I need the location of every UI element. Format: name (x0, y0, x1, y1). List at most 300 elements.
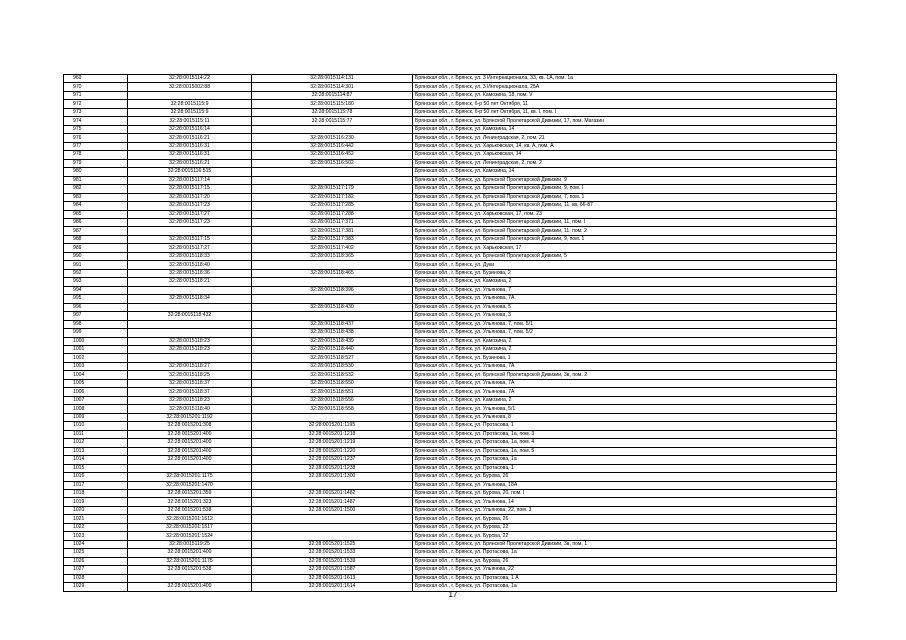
address-cell: Брянская обл., г. Брянск, ул. Харьковская, 14, кв. А, пом. А (413, 142, 837, 150)
cadastral-number-cell: 32:28:0015117:27 (128, 244, 252, 252)
cadastral-number-cell: 32:28:0015117:23 (128, 202, 252, 210)
object-number-cell: 32:28:0015116:502 (252, 159, 413, 167)
object-number-cell: 32:28:0015201:1533 (252, 549, 413, 557)
row-number-cell: 1029 (64, 583, 128, 591)
row-number-cell: 982 (64, 185, 128, 193)
object-number-cell: 32:28:0015201:1220 (252, 447, 413, 455)
cadastral-number-cell (128, 354, 252, 362)
table-body (64, 75, 837, 592)
address-cell: Брянская обл., г. Брянск, ул. Камозина, 2 (413, 337, 837, 345)
table-row (64, 481, 837, 489)
object-number-cell: 32:28:0015114:301 (252, 83, 413, 91)
row-number-cell: 996 (64, 303, 128, 311)
object-number-cell (252, 532, 413, 540)
address-cell: Брянская обл., г. Брянск, ул. Протасова, 1а, пом. 5 (413, 447, 837, 455)
table-row (64, 413, 837, 421)
table-row (64, 346, 837, 354)
row-number-cell: 985 (64, 210, 128, 218)
object-number-cell (252, 515, 413, 523)
cadastral-number-cell: 32:28:0015118:27 (128, 362, 252, 370)
object-number-cell (252, 168, 413, 176)
cadastral-number-cell: 32:28:0015115:9 (128, 108, 252, 116)
row-number-cell: 1006 (64, 388, 128, 396)
row-number-cell: 992 (64, 269, 128, 277)
address-cell: Брянская обл., г. Брянск, ул. Бурова, 26 (413, 515, 837, 523)
address-cell: Брянская обл., г. Брянск, ул. Протасова, 1а (413, 583, 837, 591)
table-row (64, 388, 837, 396)
cadastral-number-cell: 32:28:0015117:15 (128, 235, 252, 243)
address-cell: Брянская обл., г. Брянск, ул. Ульянова, 18А (413, 481, 837, 489)
cadastral-number-cell: 32:28:0015201:323 (128, 498, 252, 506)
row-number-cell: 995 (64, 295, 128, 303)
table-row (64, 405, 837, 413)
cadastral-number-cell: 32:28:0015201:400 (128, 549, 252, 557)
cadastral-number-cell: 32:28:0015117:14 (128, 176, 252, 184)
table-row (64, 159, 837, 167)
object-number-cell: 32:28:0015201:1195 (252, 422, 413, 430)
table-row (64, 278, 837, 286)
address-cell: Брянская обл., г. Брянск, ул. Брянской Пролетарской Дивизии, 17, пом. Магазин (413, 117, 837, 125)
cadastral-number-cell (128, 320, 252, 328)
table-row (64, 100, 837, 108)
object-number-cell: 32:28:0015117:179 (252, 185, 413, 193)
address-cell: Брянская обл., г. Брянск, ул. Протасова, 1а, пом. 3 (413, 430, 837, 438)
row-number-cell: 1025 (64, 549, 128, 557)
cadastral-number-cell: 32:28:0015115:11 (128, 117, 252, 125)
cadastral-number-cell: 32:28:0015116:31 (128, 142, 252, 150)
table-row (64, 303, 837, 311)
row-number-cell: 1009 (64, 413, 128, 421)
object-number-cell: 32:28:0015114:87 (252, 91, 413, 99)
object-number-cell (252, 295, 413, 303)
object-number-cell: 32:28:0015118:438 (252, 329, 413, 337)
object-number-cell: 32:28:0015118:558 (252, 405, 413, 413)
address-cell: Брянская обл., г. Брянск, ул. Протасова, 1а (413, 456, 837, 464)
cadastral-number-cell: 32:28:0015201:400 (128, 439, 252, 447)
cadastral-number-cell: 32:28:0015118:33 (128, 252, 252, 260)
address-cell: Брянская обл., г. Брянск, ул. Бурова, 22 (413, 532, 837, 540)
table-row (64, 202, 837, 210)
row-number-cell: 977 (64, 142, 128, 150)
object-number-cell: 32:28:0015201:1218 (252, 430, 413, 438)
object-number-cell: 32:28:0015116:452 (252, 151, 413, 159)
row-number-cell: 978 (64, 151, 128, 159)
table-row (64, 117, 837, 125)
object-number-cell: 32:28:0015117:285 (252, 202, 413, 210)
address-cell: Брянская обл., г. Брянск, ул. Ульянова, 7 (413, 286, 837, 294)
object-number-cell: 32:28:0015201:1238 (252, 464, 413, 472)
address-cell: Брянская обл., г. Брянск, ул. Ульянова, 22, пом. 3 (413, 506, 837, 514)
address-cell: Брянская обл., г. Брянск, ул. Ульянова, 7А (413, 295, 837, 303)
address-cell: Брянская обл., г. Брянск, ул. Бузинова, 1 (413, 354, 837, 362)
row-number-cell: 1002 (64, 354, 128, 362)
cadastral-number-cell: 32:28:0015118:21 (128, 278, 252, 286)
table-row (64, 91, 837, 99)
object-number-cell: 32:28:0015201:1487 (252, 498, 413, 506)
row-number-cell: 1021 (64, 515, 128, 523)
cadastral-number-cell: 32:28:0015201:400 (128, 583, 252, 591)
row-number-cell: 990 (64, 252, 128, 260)
table-row (64, 498, 837, 506)
cadastral-number-cell: 32:28:0015117:27 (128, 210, 252, 218)
address-cell: Брянская обл., г. Брянск, ул. Бурова, 20, пом. I (413, 489, 837, 497)
object-number-cell: 32:28:0015118:530 (252, 362, 413, 370)
object-number-cell: 32:28:0015115:180 (252, 100, 413, 108)
table-row (64, 151, 837, 159)
address-cell: Брянская обл., г. Брянск, ул. Протасова, 1а (413, 549, 837, 557)
row-number-cell: 1003 (64, 362, 128, 370)
row-number-cell: 997 (64, 312, 128, 320)
object-number-cell: 32:28:0015118:430 (252, 303, 413, 311)
object-number-cell (252, 176, 413, 184)
table-row (64, 320, 837, 328)
object-number-cell (252, 413, 413, 421)
cadastral-number-cell: 32:28:0015201:359 (128, 489, 252, 497)
object-number-cell: 32:28:0015201:1539 (252, 557, 413, 565)
table-row (64, 329, 837, 337)
table-row (64, 557, 837, 565)
row-number-cell: 1000 (64, 337, 128, 345)
table-row (64, 244, 837, 252)
cadastral-number-cell: 32:28:0015201:1512 (128, 515, 252, 523)
address-cell: Брянская обл., г. Брянск, ул. Харьковская, 17, пом. 23 (413, 210, 837, 218)
cadastral-number-cell: 32:28:0015116:31 (128, 151, 252, 159)
address-cell: Брянская обл., г. Брянск, ул. Ульянова, 5/1 (413, 405, 837, 413)
table-row (64, 227, 837, 235)
object-number-cell (252, 278, 413, 286)
row-number-cell: 970 (64, 83, 128, 91)
cadastral-number-cell: 32:28:0015002:88 (128, 83, 252, 91)
cadastral-number-cell: 32:28:0015118:25 (128, 371, 252, 379)
row-number-cell: 1027 (64, 566, 128, 574)
row-number-cell: 980 (64, 168, 128, 176)
row-number-cell: 986 (64, 218, 128, 226)
table-row (64, 532, 837, 540)
object-number-cell: 32:28:0015117:402 (252, 244, 413, 252)
object-number-cell: 32:28:0015201:1613 (252, 574, 413, 582)
address-cell: Брянская обл., г. Брянск, ул. Брянской Пролетарской Дивизии, 9 (413, 176, 837, 184)
row-number-cell: 971 (64, 91, 128, 99)
table-row (64, 489, 837, 497)
row-number-cell: 972 (64, 100, 128, 108)
table-row (64, 456, 837, 464)
row-number-cell: 984 (64, 202, 128, 210)
object-number-cell: 32:28:0015114:131 (252, 75, 413, 83)
row-number-cell: 1018 (64, 489, 128, 497)
cadastral-number-cell: 32:28:0015118:23 (128, 337, 252, 345)
row-number-cell: 988 (64, 235, 128, 243)
table-row (64, 473, 837, 481)
cadastral-number-cell: 32:28:0015118:23 (128, 346, 252, 354)
object-number-cell: 32:28:0015201:1500 (252, 506, 413, 514)
row-number-cell: 974 (64, 117, 128, 125)
row-number-cell: 999 (64, 329, 128, 337)
object-number-cell: 32:28:0015118:437 (252, 320, 413, 328)
row-number-cell: 1016 (64, 473, 128, 481)
table-row (64, 295, 837, 303)
object-number-cell: 32:28:0015201:1219 (252, 439, 413, 447)
table-row (64, 354, 837, 362)
object-number-cell: 32:28:0015117:381 (252, 227, 413, 235)
cadastral-number-cell: 32:28:0015117:20 (128, 193, 252, 201)
table-row (64, 515, 837, 523)
table-row (64, 193, 837, 201)
object-number-cell: 32:28:0015118:439 (252, 337, 413, 345)
row-number-cell: 1012 (64, 439, 128, 447)
table-row (64, 218, 837, 226)
table-row (64, 210, 837, 218)
table-row (64, 422, 837, 430)
address-cell: Брянская обл., г. Брянск, ул. Ленинградская, 2, пом. 21 (413, 134, 837, 142)
cadastral-number-cell (128, 227, 252, 235)
table-row (64, 439, 837, 447)
address-cell: Брянская обл., г. Брянск, ул. Брянской Пролетарской Дивизии, 11, пом. I (413, 218, 837, 226)
address-cell: Брянская обл., г. Брянск, ул. Протасова, 1а, пом. 4 (413, 439, 837, 447)
table-row (64, 125, 837, 133)
table-row (64, 362, 837, 370)
row-number-cell: 1004 (64, 371, 128, 379)
row-number-cell: 973 (64, 108, 128, 116)
table-row (64, 379, 837, 387)
row-number-cell: 1014 (64, 456, 128, 464)
row-number-cell: 1023 (64, 532, 128, 540)
cadastral-number-cell: 32:28:0015118:40 (128, 405, 252, 413)
object-number-cell: 32:28:0015117:383 (252, 235, 413, 243)
table-row (64, 566, 837, 574)
row-number-cell: 983 (64, 193, 128, 201)
cadastral-number-cell: 32:28:0015119:25 (128, 540, 252, 548)
object-number-cell: 32:28:0015201:1614 (252, 583, 413, 591)
row-number-cell: 1001 (64, 346, 128, 354)
table-row (64, 286, 837, 294)
table-row (64, 252, 837, 260)
object-number-cell: 32:28:0015117:182 (252, 193, 413, 201)
cadastral-number-cell: 32:28:0015201:1524 (128, 532, 252, 540)
object-number-cell: 32:28:0015118:396 (252, 286, 413, 294)
cadastral-number-cell (128, 303, 252, 311)
object-number-cell: 32:28:0015115:77 (252, 117, 413, 125)
cadastral-number-cell: 32:28:0015201:400 (128, 456, 252, 464)
object-number-cell: 32:28:0015116:230 (252, 134, 413, 142)
row-number-cell: 993 (64, 278, 128, 286)
address-cell: Брянская обл., г. Брянск, ул. Брянской Пролетарской Дивизии, 3в, пом. 2 (413, 371, 837, 379)
cadastral-number-cell: 32:28:0015201:1175 (128, 473, 252, 481)
address-cell: Брянская обл., г. Брянск, ул. Ульянова, 8 (413, 413, 837, 421)
row-number-cell: 1017 (64, 481, 128, 489)
cadastral-number-cell: 32:28:0015116:21 (128, 134, 252, 142)
object-number-cell: 32:28:0015201:1300 (252, 473, 413, 481)
cadastral-number-cell: 32:28:0015118:432 (128, 312, 252, 320)
object-number-cell: 32:28:0015201:1482 (252, 489, 413, 497)
address-cell: Брянская обл., г. Брянск, ул. Ульянова, 7, пом. 5/1 (413, 320, 837, 328)
cadastral-number-cell: 32:28:0015201:1175 (128, 557, 252, 565)
row-number-cell: 1028 (64, 574, 128, 582)
address-cell: Брянская обл., г. Брянск, ул. 3 Интернационала, 33, кв. 1А, пом. 1а (413, 75, 837, 83)
table-row (64, 108, 837, 116)
table-row (64, 168, 837, 176)
table-row (64, 235, 837, 243)
row-number-cell: 981 (64, 176, 128, 184)
address-cell: Брянская обл., г. Брянск, ул. Дуки (413, 261, 837, 269)
table-row (64, 83, 837, 91)
address-cell: Брянская обл., г. Брянск, ул. Протасова, 1 А (413, 574, 837, 582)
address-cell: Брянская обл., г. Брянск, ул. Ульянова, 3 (413, 312, 837, 320)
address-cell: Брянская обл., г. Брянск, б-р 50 лет Октября, 11 (413, 100, 837, 108)
cadastral-number-cell: 32:28:0015117:15 (128, 185, 252, 193)
row-number-cell: 1020 (64, 506, 128, 514)
object-number-cell (252, 523, 413, 531)
row-number-cell: 987 (64, 227, 128, 235)
address-cell: Брянская обл., г. Брянск, ул. Бузинова, 2 (413, 269, 837, 277)
cadastral-number-cell: 32:28:0015118:23 (128, 396, 252, 404)
address-cell: Брянская обл., г. Брянск, ул. Брянской Пролетарской Дивизии, 9, пом. I (413, 185, 837, 193)
cadastral-number-cell: 32:28:0015114:22 (128, 75, 252, 83)
table-row (64, 371, 837, 379)
row-number-cell: 1019 (64, 498, 128, 506)
address-cell: Брянская обл., г. Брянск, ул. Брянской Пролетарской Дивизии, 7, пом. 1 (413, 193, 837, 201)
register-table-container (63, 74, 836, 592)
object-number-cell: 32:28:0015117:288 (252, 210, 413, 218)
cadastral-number-cell: 32:28:0015201:400 (128, 447, 252, 455)
cadastral-number-cell: 32:28:0015201:400 (128, 430, 252, 438)
address-cell: Брянская обл., г. Брянск, ул. Брянской Пролетарской Дивизии, 11, кв. 66-87 (413, 202, 837, 210)
object-number-cell: 32:28:0015116:442 (252, 142, 413, 150)
object-number-cell: 32:28:0015118:550 (252, 379, 413, 387)
cadastral-number-cell: 32:28:0015201:1470 (128, 481, 252, 489)
row-number-cell: 1024 (64, 540, 128, 548)
address-cell: Брянская обл., г. Брянск, ул. Брянской Пролетарской Дивизии, 5 (413, 252, 837, 260)
address-cell: Брянская обл., г. Брянск, ул. Камозина, 2 (413, 278, 837, 286)
object-number-cell: 32:28:0015118:365 (252, 252, 413, 260)
object-number-cell (252, 261, 413, 269)
object-number-cell: 32:28:0015201:1525 (252, 540, 413, 548)
address-cell: Брянская обл., г. Брянск, ул. Камозина, 2 (413, 346, 837, 354)
address-cell: Брянская обл., г. Брянск, ул. Камозина, 18, пом. V (413, 91, 837, 99)
row-number-cell: 989 (64, 244, 128, 252)
address-cell: Брянская обл., г. Брянск, ул. 3 Интернационала, 25А (413, 83, 837, 91)
cadastral-number-cell (128, 464, 252, 472)
table-row (64, 185, 837, 193)
address-cell: Брянская обл., г. Брянск, ул. Камозина, 2 (413, 396, 837, 404)
cadastral-number-cell: 32:28:0015118:34 (128, 295, 252, 303)
cadastral-number-cell: 32:28:0015118:36 (128, 269, 252, 277)
address-cell: Брянская обл., г. Брянск, ул. Камозина, 14 (413, 125, 837, 133)
cadastral-number-cell: 32:28:0015201:1517 (128, 523, 252, 531)
cadastral-number-cell: 32:28:0015115:9 (128, 100, 252, 108)
address-cell: Брянская обл., г. Брянск, ул. Протасова, 1 (413, 422, 837, 430)
object-number-cell (252, 125, 413, 133)
address-cell: Брянская обл., г. Брянск, ул. Ульянова, 7А (413, 379, 837, 387)
table-row (64, 269, 837, 277)
table-row (64, 75, 837, 83)
address-cell: Брянская обл., г. Брянск, ул. Ульянова, 5 (413, 303, 837, 311)
object-number-cell: 32:28:0015201:1237 (252, 456, 413, 464)
page-number: 17 (448, 590, 458, 599)
row-number-cell: 969 (64, 75, 128, 83)
address-cell: Брянская обл., г. Брянск, ул. Ульянова, 7, пом. 5/2 (413, 329, 837, 337)
object-number-cell (252, 481, 413, 489)
row-number-cell: 1011 (64, 430, 128, 438)
cadastral-number-cell: 32:28:0015116:14 (128, 125, 252, 133)
cadastral-register-table (63, 74, 837, 592)
table-row (64, 396, 837, 404)
object-number-cell: 32:28:0015117:371 (252, 218, 413, 226)
object-number-cell: 32:28:0015118:556 (252, 396, 413, 404)
object-number-cell: 32:28:0015118:532 (252, 371, 413, 379)
row-number-cell: 1013 (64, 447, 128, 455)
table-row (64, 142, 837, 150)
table-row (64, 176, 837, 184)
cadastral-number-cell: 32:28:0015118:37 (128, 388, 252, 396)
row-number-cell: 979 (64, 159, 128, 167)
row-number-cell: 976 (64, 134, 128, 142)
row-number-cell: 1005 (64, 379, 128, 387)
object-number-cell: 32:28:0015118:440 (252, 346, 413, 354)
table-row (64, 464, 837, 472)
object-number-cell: 32:28:0015118:551 (252, 388, 413, 396)
table-row (64, 134, 837, 142)
table-row (64, 261, 837, 269)
address-cell: Брянская обл., г. Брянск, ул. Бурова, 26 (413, 557, 837, 565)
row-number-cell: 1007 (64, 396, 128, 404)
address-cell: Брянская обл., г. Брянск, ул. Камозина, 14 (413, 168, 837, 176)
row-number-cell: 975 (64, 125, 128, 133)
address-cell: Брянская обл., г. Брянск, ул. Брянской Пролетарской Дивизии, 3в, пом. 1 (413, 540, 837, 548)
cadastral-number-cell: 32:28:0015201:1192 (128, 413, 252, 421)
object-number-cell: 32:28:0015118:527 (252, 354, 413, 362)
table-row (64, 430, 837, 438)
cadastral-number-cell: 32:28:0015117:23 (128, 218, 252, 226)
table-row (64, 523, 837, 531)
row-number-cell: 1022 (64, 523, 128, 531)
cadastral-number-cell: 32:28:0015118:37 (128, 379, 252, 387)
address-cell: Брянская обл., г. Брянск, ул. Ульянова, 14 (413, 498, 837, 506)
cadastral-number-cell (128, 574, 252, 582)
table-row (64, 574, 837, 582)
row-number-cell: 1015 (64, 464, 128, 472)
address-cell: Брянская обл., г. Брянск, ул. Харьковская, 17 (413, 244, 837, 252)
address-cell: Брянская обл., г. Брянск, ул. Протасова, 1 (413, 464, 837, 472)
object-number-cell (252, 312, 413, 320)
cadastral-number-cell (128, 286, 252, 294)
row-number-cell: 1008 (64, 405, 128, 413)
address-cell: Брянская обл., г. Брянск, ул. Ульянова, 22 (413, 566, 837, 574)
cadastral-number-cell: 32:28:0015116:21 (128, 159, 252, 167)
address-cell: Брянская обл., г. Брянск, ул. Харьковская, 14 (413, 151, 837, 159)
row-number-cell: 991 (64, 261, 128, 269)
table-row (64, 312, 837, 320)
cadastral-number-cell: 32:28:0015118:40 (128, 261, 252, 269)
cadastral-number-cell: 32:28:0015116:515 (128, 168, 252, 176)
address-cell: Брянская обл., г. Брянск, ул. Бурова, 26 (413, 473, 837, 481)
address-cell: Брянская обл., г. Брянск, ул. Брянской Пролетарской Дивизии, 11, пом. 2 (413, 227, 837, 235)
address-cell: Брянская обл., г. Брянск, б-р 50 лет Октября, 11, кв. I, пом. I (413, 108, 837, 116)
object-number-cell: 32:28:0015201:1587 (252, 566, 413, 574)
cadastral-number-cell: 32:28:0015201:308 (128, 422, 252, 430)
table-row (64, 540, 837, 548)
row-number-cell: 1010 (64, 422, 128, 430)
table-row (64, 506, 837, 514)
cadastral-number-cell: 32:28:0015201:538 (128, 506, 252, 514)
object-number-cell: 32:28:0015118:465 (252, 269, 413, 277)
address-cell: Брянская обл., г. Брянск, ул. Ульянова, 7А (413, 388, 837, 396)
table-row (64, 549, 837, 557)
row-number-cell: 998 (64, 320, 128, 328)
address-cell: Брянская обл., г. Брянск, ул. Ленинградская, 2, пом. 2 (413, 159, 837, 167)
table-row (64, 337, 837, 345)
cadastral-number-cell (128, 91, 252, 99)
cadastral-number-cell: 32:28:0015201:538 (128, 566, 252, 574)
